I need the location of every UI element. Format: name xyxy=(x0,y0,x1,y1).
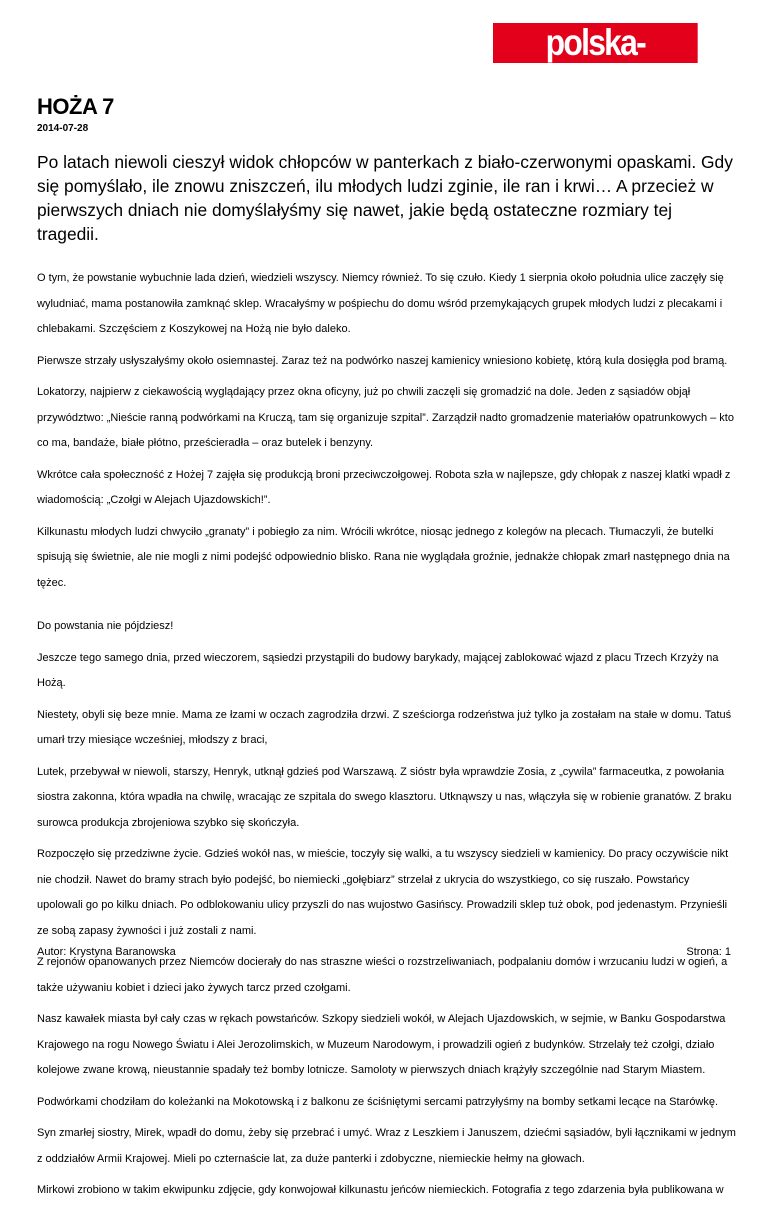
paragraph: Lokatorzy, najpierw z ciekawością wyglądający przez okna oficyny, już po chwili zaczęli się gromadzić na dole. Jeden z sąsiadów objął przywództwo: „Nieście ranną podwórkami na Kruczą, tam się organizuje szpital”. Zarządził nadto gromadzenie materiałów opatrunkowych – kto co ma, bandaże, białe płótno, prześcieradła – oraz butelek i benzyny. xyxy=(37,386,734,449)
article-lead: Po latach niewoli cieszył widok chłopców w panterkach z biało-czerwonymi opaskami. Gdy się pomyślało, ile znowu zniszczeń, ilu młodych ludzi zginie, ile ran i krwi… A przecież w pierwszych dniach nie domyślałyśmy się nawet, jakie będą ostateczne rozmiary tej tragedii. xyxy=(37,152,733,244)
paragraph: O tym, że powstanie wybuchnie lada dzień, wiedzieli wszyscy. Niemcy również. To się czuło. Kiedy 1 sierpnia około południa ulice zaczęły się wyludniać, mama postanowiła zamknąć sklep. Wracałyśmy w pośpiechu do domu wśród przemykających grupek młodych ludzi z plecakami i chlebakami. Szczęściem z Koszykowej na Hożą nie było daleko. xyxy=(37,272,724,335)
article-title: HOŻA 7 xyxy=(37,94,114,119)
paragraph: Wkrótce cała społeczność z Hożej 7 zajęła się produkcją broni przeciwczołgowej. Robota szła w najlepsze, gdy chłopak z naszej klatki wpadł z wiadomością: „Czołgi w Alejach Ujazdowskich!”. xyxy=(37,468,731,506)
page-number: Strona: 1 xyxy=(686,946,731,958)
paragraph: Syn zmarłej siostry, Mirek, wpadł do domu, żeby się przebrać i umyć. Wraz z Leszkiem i Januszem, dziećmi sąsiadów, byli łącznikami w jednym z oddziałów Armii Krajowej. Mieli po czternaście lat, za duże panterki i zdobyczne, niemieckie hełmy na głowach. xyxy=(37,1127,736,1165)
site-logo[interactable]: polska-zbrojna.pl xyxy=(493,23,698,63)
paragraph: Nasz kawałek miasta był cały czas w rękach powstańców. Szkopy siedzieli wokół, w Alejach Ujazdowskich, w sejmie, w Banku Gospodarstwa Krajowego na rogu Nowego Światu i Alei Jerozolimskich, w Muzeum Narodowym, i prowadzili ogień z budynków. Strzelały też czołgi, działo kolejowe zwane krową, nieustannie spadały też bomby lotnicze. Samoloty w pierwszych dniach krążyły szczególnie nad Starym Miastem. xyxy=(37,1013,726,1076)
paragraph: Mirkowi zrobiono w takim ekwipunku zdjęcie, gdy konwojował kilkunastu jeńców niemieckich. Fotografia z tego zdarzenia była publikowana w xyxy=(37,1184,724,1196)
paragraph: Pierwsze strzały usłyszałyśmy około osiemnastej. Zaraz też na podwórko naszej kamienicy wniesiono kobietę, którą kula dosięgła pod bramą. xyxy=(37,354,728,367)
section-heading: Do powstania nie pójdziesz! xyxy=(37,620,174,632)
paragraph: Jeszcze tego samego dnia, przed wieczorem, sąsiedzi przystąpili do budowy barykady, mającej zablokować wjazd z placu Trzech Krzyży na Hożą. xyxy=(37,651,719,689)
paragraph: Lutek, przebywał w niewoli, starszy, Henryk, utknął gdzieś pod Warszawą. Z sióstr była wprawdzie Zosia, z „cywila” farmaceutka, z powołania siostra zakonna, która wpadła na chwilę, wracając ze szpitala do swego klasztoru. Utknąwszy u nas, włączyła się w robienie granatów. Z braku surowca produkcja zbrojeniowa szybko się skończyła. xyxy=(37,765,732,829)
paragraph: Rozpoczęło się przedziwne życie. Gdzieś wokół nas, w mieście, toczyły się walki, a tu wszyscy siedzieli w kamienicy. Do pracy oczywiście nikt nie chodził. Nawet do bramy strach było podejść, bo niemiecki „gołębiarz” strzelał z ukrycia do wszystkiego, co się ruszało. Powstańcy upolowali go po kilku dniach. Po odblokowaniu ulicy przyszli do nas wujostwo Gasińscy. Prowadzili sklep tuż obok, pod jedenastym. Przynieśli ze sobą zapasy żywności i już zostali z nami. xyxy=(37,848,729,937)
article-date: 2014-07-28 xyxy=(37,123,89,134)
article-body xyxy=(37,266,737,1210)
paragraph: Podwórkami chodziłam do koleżanki na Mokotowską i z balkonu ze ściśniętymi sercami patrzyłyśmy na bomby setkami lecące na Starówkę. xyxy=(37,1095,719,1108)
paragraph: Kilkunastu młodych ludzi chwyciło „granaty” i pobiegło za nim. Wrócili wkrótce, niosąc jednego z kolegów na plecach. Tłumaczyli, że butelki spisują się świetnie, ale nie mogli z nimi podejść odpowiednio blisko. Rana nie wyglądała groźnie, jednakże chłopak zmarł następnego dnia na tężec. xyxy=(37,525,730,589)
paragraph: Niestety, obyli się beze mnie. Mama ze łzami w oczach zagrodziła drzwi. Z sześciorga rodzeństwa już tylko ja zostałam na stałe w domu. Tatuś umarł trzy miesiące wcześniej, młodszy z braci, xyxy=(37,708,732,746)
footer-author: Autor: Krystyna Baranowska xyxy=(37,946,176,958)
paragraph: Z rejonów opanowanych przez Niemców docierały do nas straszne wieści o rozstrzeliwaniach, podpalaniu domów i wrzucaniu ludzi w ogień, a także używaniu kobiet i dzieci jako żywych tarcz przed czołgami. xyxy=(37,956,728,994)
